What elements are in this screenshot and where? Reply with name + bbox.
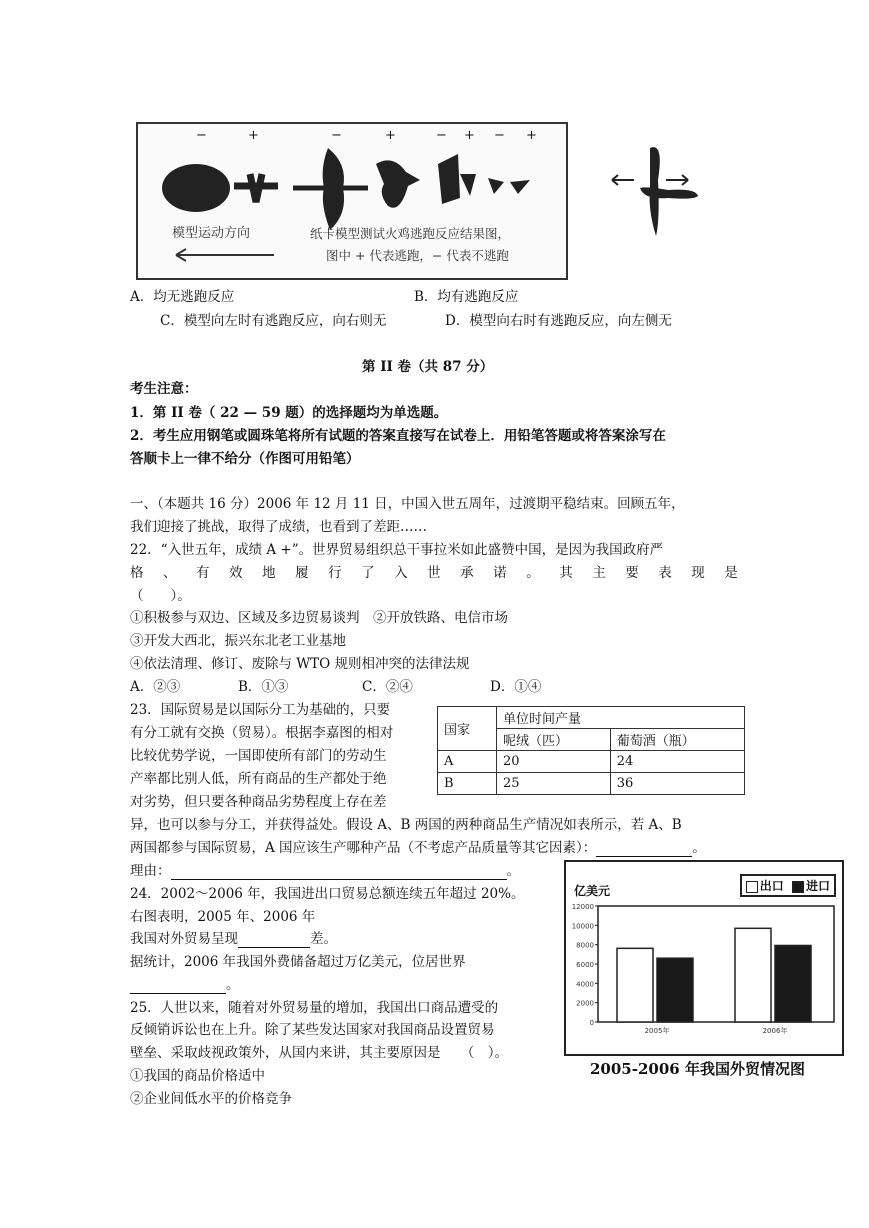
y-tick-label: 12000 (571, 903, 594, 911)
q25-option: ②企业间低水平的价格竞争 (130, 1091, 292, 1107)
q22-option: ④依法清理、修订、废除与 WTO 规则相冲突的法律法规 (130, 656, 470, 672)
part1-intro: 我们迎接了挑战，取得了成绩，也看到了差距…… (130, 519, 427, 535)
q23-question: 两国都参与国际贸易，A 国应该生产哪种产品（不考虑产品质量等其它因素）： (130, 840, 597, 856)
q23-reason (130, 862, 520, 880)
q22-char: 诺 (493, 565, 507, 581)
x-tick-label: 2005年 (644, 1027, 670, 1035)
table-cell: 36 (610, 773, 744, 795)
sign: + (385, 128, 396, 143)
q22-char: 是 (724, 565, 738, 581)
q22-choice: B．①③ (238, 679, 289, 695)
cross-model-figure (608, 140, 718, 240)
y-tick-label: 0 (589, 1019, 594, 1027)
y-axis-label: 亿美元 (574, 884, 611, 898)
sign: − (494, 128, 505, 143)
section-title: 第 II 卷（共 87 分） (362, 359, 494, 375)
turkey-model-figure (136, 122, 568, 280)
bar-export (617, 948, 653, 1022)
table-header-col2: 葡萄酒（瓶） (610, 729, 744, 751)
q23-text: 有分工就有交换（贸易）。根据李嘉图的相对 (130, 725, 394, 741)
table-cell: 25 (497, 773, 611, 795)
table-cell: 20 (497, 751, 611, 773)
part1-intro: 一、（本题共 16 分）2006 年 12 月 11 日，中国入世五周年，过渡期平稳结束。回顾五年， (130, 496, 685, 512)
sign: + (464, 128, 475, 143)
q23-text: 比较优势学说，一国即使所有部门的劳动生 (130, 748, 387, 764)
answer-blank[interactable] (596, 842, 692, 857)
q22-char: 世 (427, 565, 441, 581)
answer-blank[interactable] (171, 865, 507, 880)
table-cell: A (438, 751, 497, 773)
y-tick-label: 2000 (576, 999, 594, 1008)
x-tick-label: 2006年 (762, 1027, 788, 1035)
q22-char: 主 (592, 565, 606, 581)
q22-char: 表 (658, 565, 672, 581)
bar-import (657, 958, 693, 1022)
chart-title: 2005-2006 年我国外贸情况图 (590, 1060, 805, 1078)
y-tick-label: 10000 (571, 922, 594, 931)
q22-char: 。 (526, 565, 540, 581)
chart-plot (566, 862, 842, 1054)
q24-suffix: 差。 (310, 931, 337, 947)
q24-text (130, 976, 240, 994)
caption-line: 纸卡模型测试火鸡逃跑反应结果图， (310, 226, 511, 241)
q23-question-end: 。 (692, 840, 706, 856)
option-a: A．均无逃跑反应 (130, 289, 235, 305)
q23-text: 异，也可以参与分工，并获得益处。假设 A、B 两国的两种商品生产情况如表所示，若 A、B (130, 817, 682, 833)
q25-text: 25．人世以来，随着对外贸易量的增加，我国出口商品遭受的 (130, 1000, 499, 1016)
notice-heading: 考生注意： (130, 381, 198, 397)
q22-char: 入 (394, 565, 408, 581)
notice-item: 2．考生应用钢笔或圆珠笔将所有试题的答案直接写在试卷上．用铅笔答题或将答案涂写在 (130, 428, 666, 444)
sign: − (331, 128, 342, 143)
q23-text (130, 839, 706, 857)
notice-item: 答顺卡上一律不给分（作图可用铅笔） (130, 451, 360, 467)
legend-label: 进口 (805, 879, 830, 893)
q22-char: 地 (262, 565, 276, 581)
q25-option: ①我国的商品价格适中 (130, 1068, 265, 1084)
q24-end: 。 (226, 977, 240, 993)
q22-char: 要 (625, 565, 639, 581)
q22-char: 现 (691, 565, 705, 581)
q24-text: 24．2002～2006 年，我国进出口贸易总额连续五年超过 20%。 (130, 886, 525, 902)
table-header-col1: 呢绒（匹） (497, 729, 611, 751)
q22-stem: （ ）。 (130, 588, 191, 604)
q22-option: ③开发大西北，振兴东北老工业基地 (130, 633, 346, 649)
table-row (438, 751, 745, 773)
sign: + (248, 128, 259, 143)
reason-end: 。 (506, 863, 520, 879)
option-c: C．模型向左时有逃跑反应，向右则无 (160, 313, 387, 329)
bar-export (735, 928, 771, 1022)
q24-text (130, 930, 337, 948)
left-arrow-icon (168, 248, 278, 262)
q22-char: 效 (229, 565, 243, 581)
sign: + (526, 128, 537, 143)
reason-label: 理由： (130, 863, 171, 879)
table-cell: 24 (610, 751, 744, 773)
q23-text: 产率都比别人低，所有商品的生产都处于绝 (130, 771, 387, 787)
option-b: B．均有逃跑反应 (414, 289, 519, 305)
table-header-group: 单位时间产量 (497, 707, 745, 729)
y-tick-label: 8000 (576, 941, 594, 950)
q23-text: 对劣势，但只要各种商品劣势程度上存在差 (130, 794, 387, 810)
y-tick-label: 6000 (576, 961, 594, 969)
q23-text: 23．国际贸易是以国际分工为基础的，只要 (130, 702, 391, 718)
q22-stem-spread (130, 564, 738, 582)
y-tick-label: 4000 (576, 980, 594, 989)
q22-char: 行 (328, 565, 342, 581)
legend-label: 出口 (759, 879, 784, 893)
q22-char: 履 (295, 565, 309, 581)
q25-text: 反倾销诉讼也在上升。除了某些发达国家对我国商品设置贸易 (130, 1022, 495, 1038)
q22-char: 承 (460, 565, 474, 581)
option-d: D．模型向右时有逃跑反应，向左侧无 (445, 313, 672, 329)
q22-char: 了 (361, 565, 375, 581)
q22-char: 格 (130, 565, 144, 581)
caption-line: 图中 + 代表逃跑，− 代表不逃跑 (326, 248, 509, 263)
sign: − (436, 128, 447, 143)
table-cell: B (438, 773, 497, 795)
answer-blank[interactable] (130, 979, 226, 994)
table-row (438, 773, 745, 795)
table-header-country: 国家 (438, 707, 497, 751)
notice-item: 1．第 II 卷（ 22 — 59 题）的选择题均为单选题。 (130, 405, 448, 421)
q22-char: 有 (196, 565, 210, 581)
q22-choice: C．②④ (362, 679, 413, 695)
answer-blank[interactable] (238, 933, 310, 948)
trade-chart (564, 860, 844, 1056)
q22-char: 、 (163, 565, 177, 581)
q22-stem: 22．“入世五年，成绩 A +”。世界贸易组织总干事拉米如此盛赞中国，是因为我国政府严 (130, 542, 664, 558)
q22-choice: A．②③ (130, 679, 181, 695)
q24-text: 据统计，2006 年我国外费储备超过万亿美元，位居世界 (130, 954, 466, 970)
q22-option: ①积极参与双边、区域及多边贸易谈判 ②开放铁路、电信市场 (130, 610, 508, 626)
q25-text: 壁垒、采取歧视政策外，从国内来讲，其主要原因是 （ ）。 (130, 1045, 508, 1061)
q22-choice: D．①④ (490, 679, 542, 695)
production-table (437, 706, 745, 795)
q22-char: 其 (559, 565, 573, 581)
q24-prefix: 我国对外贸易呈现 (130, 931, 238, 947)
bar-import (775, 945, 811, 1022)
direction-label: 模型运动方向 (172, 226, 251, 241)
q24-text: 右图表明，2005 年、2006 年 (130, 909, 316, 925)
sign: − (196, 128, 207, 143)
